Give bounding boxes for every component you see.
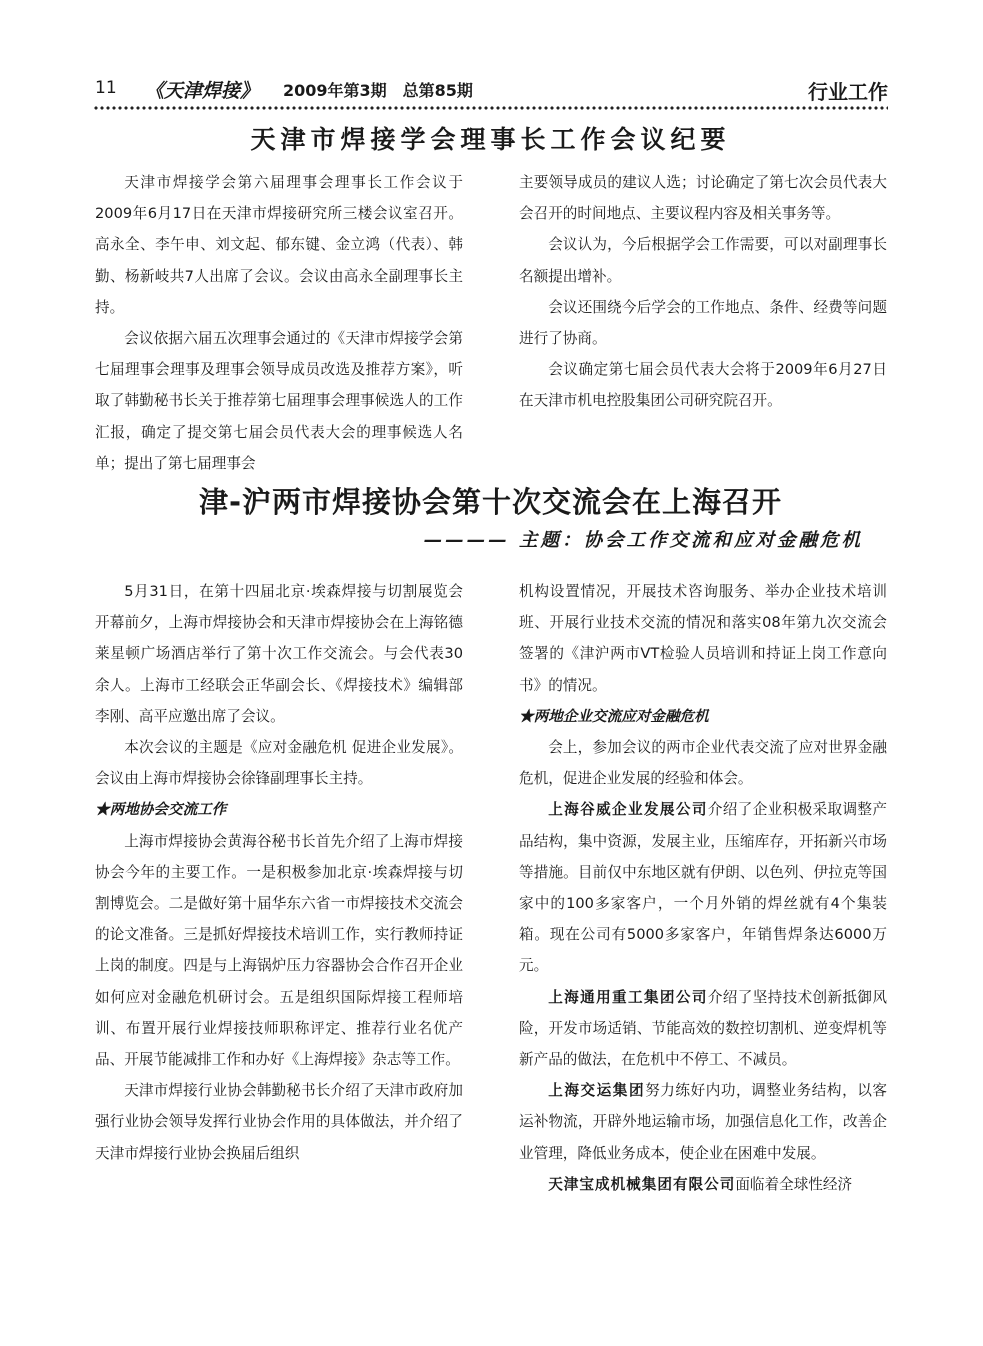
article2-title: 津-沪两市焊接协会第十次交流会在上海召开 [198,485,783,519]
paragraph-text: 面临着全球性经济 [735,1175,853,1193]
article1-left-column [95,167,463,479]
page-number: 11 [95,78,117,98]
paragraph [519,1169,887,1200]
paragraph: 会议确定第七届会员代表大会将于2009年6月27日在天津市机电控股集团公司研究院召开。 [519,361,887,410]
paragraph [519,982,887,1076]
paragraph: 上海市焊接协会黄海谷秘书长首先介绍了上海市焊接协会今年的主要工作。一是积极参加北京·埃森焊接与切割博览会。二是做好第十届华东六省一市焊接技术交流会的论文准备。三是抓好焊接技术培训工作，实行教师持证上岗的制度。四是与上海锅炉压力容器协会合作召开企业如何应对金融危机研讨会。五是组织国际焊接工程师培训、布置开展行业焊接技师职称评定、推荐行业名优产品、开展节能减排工作和办好《上海焊接》杂志等工作。 [95,832,463,1069]
paragraph: 天津市焊接学会第六届理事会理事长工作会议于2009年6月17日在天津市焊接研究所三楼会议室召开。高永全、李午申、刘文起、郁东键、金立鸿（代表）、韩勤、杨新岐共7人出席了会议。会议由高永全副理事长主持。 [95,174,463,316]
paragraph: 会议还围绕今后学会的工作地点、条件、经费等问题进行了协商。 [519,298,887,348]
dotted-rule [93,105,888,111]
article1-title: 天津市焊接学会理事长工作会议纪要 [250,125,731,154]
company-name: 天津宝成机械集团有限公司 [548,1175,736,1193]
company-name: 上海交运集团 [548,1082,646,1100]
paragraph: 天津市焊接行业协会韩勤秘书长介绍了天津市政府加强行业协会领导发挥行业协会作用的具体做法，并介绍了天津市焊接行业协会换届后组织 [95,1082,463,1162]
paragraph: 会议依据六届五次理事会通过的《天津市焊接学会第七届理事会理事及理事会领导成员改选及推荐方案》，听取了韩勤秘书长关于推荐第七届理事会理事候选人的工作汇报，确定了提交第七届会员代表大会的理事候选人名单；提出了第七届理事会 [95,330,463,472]
company-name: 上海谷威企业发展公司 [548,801,708,819]
journal-name: 《天津焊接》 [145,80,260,102]
section-name: 行业工作 [808,80,888,104]
article2-left-column [95,576,463,1169]
paragraph [519,1075,887,1169]
issue-info: 2009年第3期 总第85期 [283,81,473,100]
paragraph: 5月31日，在第十四届北京·埃森焊接与切割展览会开幕前夕，上海市焊接协会和天津市焊接协会在上海铭德莱星顿广场酒店举行了第十次工作交流会。与会代表30余人。上海市工经联会正华副会长、《焊接技术》编辑部李刚、高平应邀出席了会议。 [95,583,463,725]
paragraph-text: 介绍了企业积极采取调整产品结构，集中资源，发展主业，压缩库存，开拓新兴市场等措施。目前仅中东地区就有伊朗、以色列、伊拉克等国家中的100多家客户，一个月外销的焊丝就有4个集装箱。现在公司有5000多家客户，年销售焊条达6000万元。 [519,801,887,975]
paragraph-text: 努力练好内功，调整业务结构，以客运补物流，开辟外地运输市场，加强信息化工作，改善企业管理，降低业务成本，使企业在困难中发展。 [519,1082,887,1162]
article2-subtitle: ———— 主题：协会工作交流和应对金融危机 [423,530,863,551]
article1-right-column [519,167,887,417]
paragraph-text: 介绍了坚持技术创新抵御风险，开发市场适销、节能高效的数控切割机、逆变焊机等新产品的做法，在危机中不停工、不减员。 [519,988,887,1069]
paragraph [519,794,887,981]
company-name: 上海通用重工集团公司 [548,988,708,1006]
paragraph: 本次会议的主题是《应对金融危机 促进企业发展》。会议由上海市焊接协会徐锋副理事长主持。 [95,739,463,788]
running-header [93,74,888,104]
paragraph: 会议认为，今后根据学会工作需要，可以对副理事长名额提出增补。 [519,236,887,285]
paragraph: 主要领导成员的建议人选；讨论确定了第七次会员代表大会召开的时间地点、主要议程内容及相关事务等。 [519,174,887,223]
paragraph: 会上，参加会议的两市企业代表交流了应对世界金融危机，促进企业发展的经验和体会。 [519,739,887,788]
article2-right-column [519,576,887,1200]
subheading: ★两地协会交流工作 [95,801,227,819]
paragraph: 机构设置情况，开展技术咨询服务、举办企业技术培训班、开展行业技术交流的情况和落实08年第九次交流会签署的《津沪两市VT检验人员培训和持证上岗工作意向书》的情况。 [519,583,887,694]
subheading: ★两地企业交流应对金融危机 [519,707,709,725]
